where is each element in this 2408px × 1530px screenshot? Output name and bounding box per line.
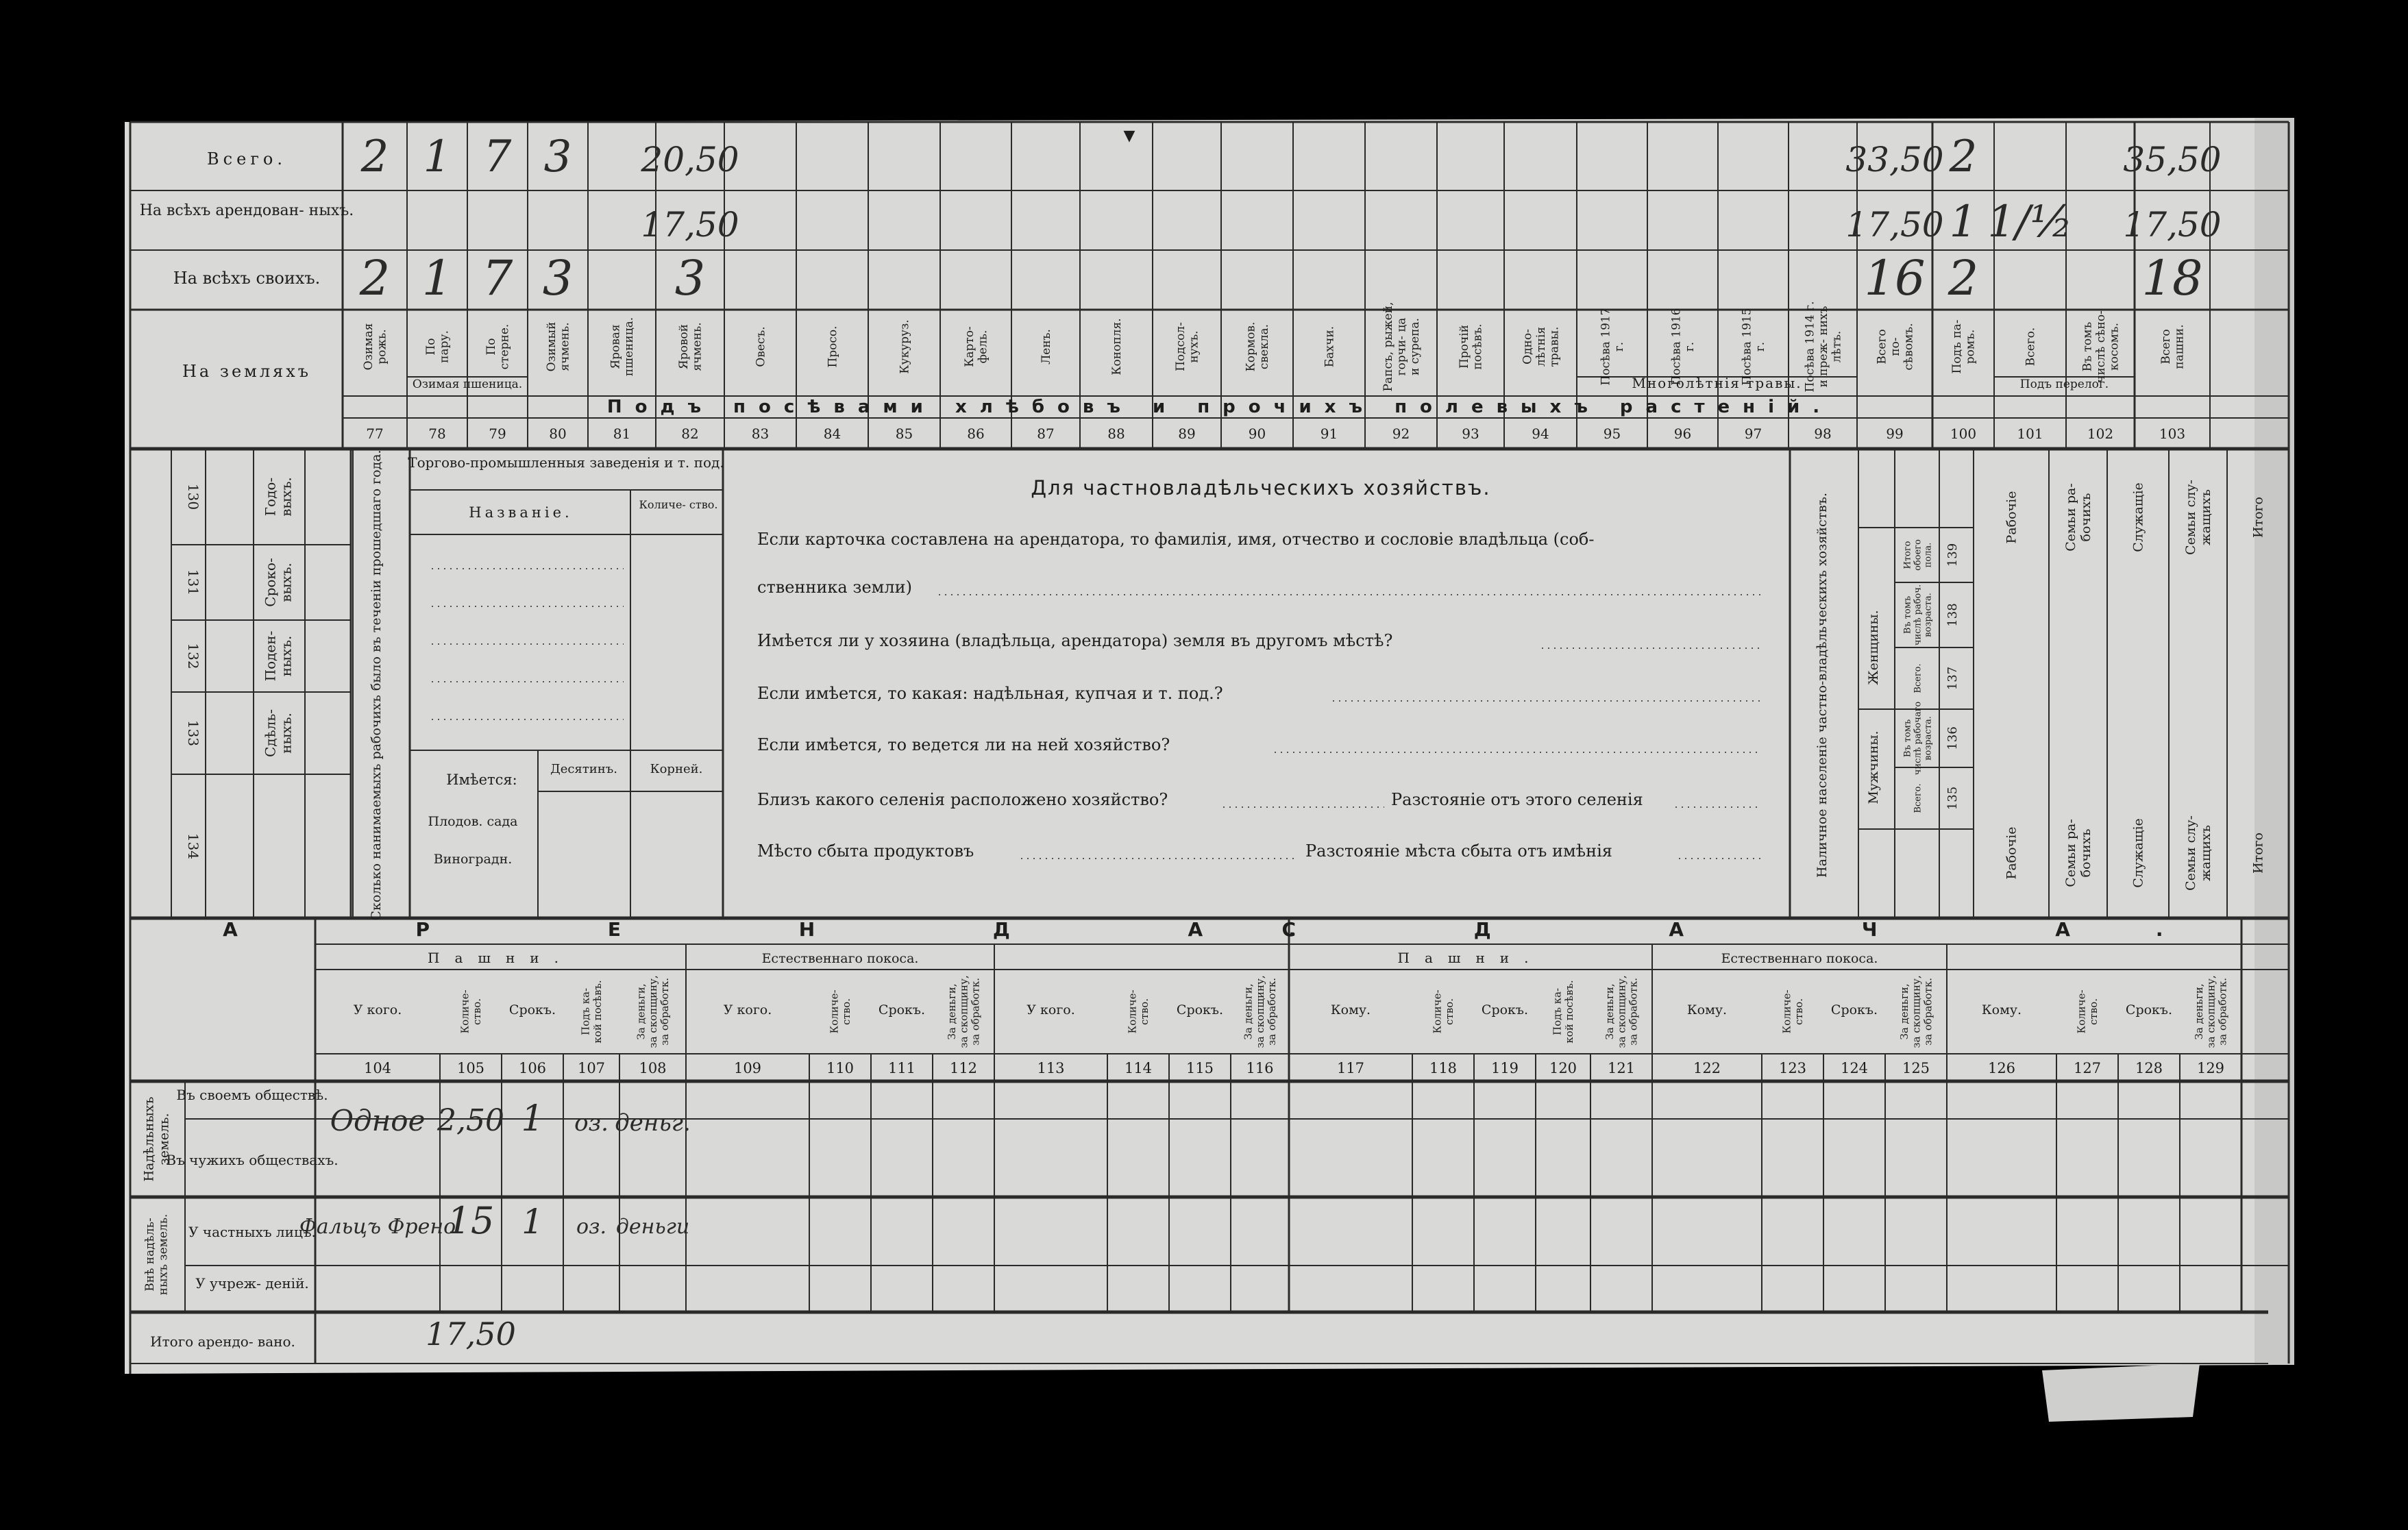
arenda-header-4: Подъ ка-кой посѣвъ. — [579, 980, 604, 1044]
right-col-bottom-4: Семьи слу-жащихъ — [2183, 815, 2214, 891]
bottom-col-number-111: 111 — [887, 1060, 916, 1076]
crop-header-14: Кормов.свекла. — [1244, 321, 1272, 372]
question-2: Имѣется ли у хозяина (владѣльца, арендатора) земля въ другомъ мѣстѣ? — [757, 631, 1393, 650]
bottom-col-number-122: 122 — [1693, 1060, 1721, 1076]
arenda-header-10: У кого. — [1027, 1002, 1075, 1017]
col-number-77: 77 — [366, 425, 384, 442]
row-label-rented: На всѣхъ арендован- ныхъ. — [139, 202, 354, 219]
question-4: Если имѣется, то ведется ли на ней хозяйство? — [757, 735, 1170, 754]
crop-header-16: Рапсъ, рыжей,горчи- цаи сурепа. — [1381, 301, 1422, 392]
pop-label-137: Всего. — [1913, 663, 1924, 693]
col-number-94: 94 — [1532, 425, 1549, 442]
pop-women: Женщины. — [1866, 610, 1881, 685]
sdacha-header-2: Количе-ство. — [1431, 989, 1455, 1034]
bottom-col-number-114: 114 — [1124, 1060, 1153, 1076]
bottom-col-number-107: 107 — [577, 1060, 606, 1076]
col-number-82: 82 — [681, 425, 699, 442]
col-number-101: 101 — [2017, 425, 2043, 442]
total-rented-label: Итого арендо- вано. — [150, 1333, 295, 1350]
sdacha-header-6: Кому. — [1686, 1002, 1728, 1017]
crop-header-3: Постерне. — [484, 323, 512, 370]
bottom-col-number-108: 108 — [639, 1060, 667, 1076]
vne-label: Внѣ надѣль-ныхъ земель. — [143, 1213, 171, 1296]
crop-header-7: Овесъ. — [754, 326, 768, 367]
pop-men: Мужчины. — [1866, 730, 1881, 804]
col-number-80: 80 — [549, 425, 567, 442]
crop-header-25: Всего. — [2024, 327, 2038, 367]
col-number-87: 87 — [1037, 425, 1055, 442]
col-number-86: 86 — [967, 425, 985, 442]
worker-num-132: 132 — [185, 643, 201, 669]
bottom-col-number-121: 121 — [1607, 1060, 1636, 1076]
hand-own-society-2: 2,50 — [437, 1103, 504, 1138]
hand-value-r1-col78: 1 — [423, 132, 452, 182]
bottom-col-number-110: 110 — [826, 1060, 855, 1076]
bottom-col-number-106: 106 — [518, 1060, 547, 1076]
hand-value-r1-col100: 2 — [1949, 132, 1978, 182]
crop-header-11: Ленъ. — [1039, 329, 1053, 365]
population-label: Наличное населеніе частно-владѣльческихъ хозяйствъ. — [1815, 493, 1830, 878]
col-number-102: 102 — [2087, 425, 2114, 442]
question-1a: Если карточка составлена на арендатора, то фамилія, имя, отчество и сословіе владѣльца (соб- — [757, 530, 1595, 549]
arenda-pokos: Естественнаго покоса. — [761, 951, 919, 966]
crop-header-18: Одно-лѣтніятравы. — [1521, 326, 1562, 367]
question-3: Если имѣется, то какая: надѣльная, купчая и т. под.? — [757, 684, 1223, 703]
hand-total: 17,50 — [426, 1316, 516, 1353]
question-6a: Мѣсто сбыта продуктовъ — [757, 841, 974, 861]
bottom-col-number-126: 126 — [1987, 1060, 2016, 1076]
sdacha-header-13: За деньги,за скопщину,за обработк. — [2193, 975, 2229, 1048]
worker-label-131: Сроко-выхъ. — [262, 558, 295, 607]
has-col-desyatin: Десятинъ. — [550, 762, 617, 776]
row-label-institution: У учреж- деній. — [195, 1275, 309, 1292]
hand-private-2: 15 — [447, 1199, 495, 1242]
question-5a: Близъ какого селенія расположено хозяйство? — [757, 790, 1168, 809]
bottom-col-number-116: 116 — [1246, 1060, 1274, 1076]
worker-label-132: Поден-ныхъ. — [262, 630, 295, 682]
crop-header-24: Подъ па-ромъ. — [1950, 319, 1978, 374]
crop-header-10: Карто-фель. — [963, 326, 990, 367]
trade-name-header: Названіе. — [469, 504, 573, 521]
bottom-col-number-127: 127 — [2073, 1060, 2102, 1076]
nadel-label: Надѣльныхъземель. — [141, 1096, 172, 1182]
bottom-col-number-124: 124 — [1840, 1060, 1869, 1076]
right-col-top-2: Семьи ра-бочихъ — [2063, 483, 2094, 552]
has-row-garden: Плодов. сада — [428, 814, 518, 829]
arenda-header-3: Срокъ. — [508, 1002, 556, 1017]
crop-header-20: Посѣва 1916г. — [1669, 308, 1697, 386]
ozimaya-pshenitsa-caption: Озимая пшеница. — [412, 378, 523, 391]
col-number-92: 92 — [1392, 425, 1410, 442]
row-label-private: У частныхъ лицъ. — [188, 1224, 316, 1240]
bottom-col-number-128: 128 — [2135, 1060, 2163, 1076]
sdacha-pashni: Пашни. — [1397, 950, 1544, 966]
col-number-89: 89 — [1178, 425, 1196, 442]
arenda-header-12: Срокъ. — [1176, 1002, 1224, 1017]
crop-header-8: Просо. — [826, 325, 840, 368]
hand-own-society-1: Одное — [330, 1104, 426, 1137]
crop-header-13: Подсол-нухъ. — [1174, 322, 1201, 371]
trade-qty-header: Количе- ство. — [639, 498, 718, 511]
bottom-col-number-104: 104 — [363, 1060, 392, 1076]
worker-label-130: Годо-выхъ. — [262, 477, 295, 517]
row-label-other-society: Въ чужихъ обществахъ. — [166, 1152, 339, 1168]
worker-num-134: 134 — [185, 832, 201, 860]
hand-value-r3-col80: 3 — [542, 250, 574, 306]
crop-header-6: Яровойячмень. — [677, 322, 704, 371]
arenda-header-2: Количе-ство. — [458, 989, 483, 1034]
crop-header-17: Прочійпосѣвъ. — [1458, 323, 1485, 370]
hand-value-r2-col103: 17,50 — [2123, 205, 2222, 245]
right-col-top-5: Итого — [2250, 497, 2266, 538]
crop-banner: Подъ посѣвами хлѣбовъ и прочихъ полевыхъ растеній. — [606, 397, 1833, 417]
hand-value-r3-col99: 16 — [1864, 250, 1926, 306]
col-number-78: 78 — [428, 425, 446, 442]
sdacha-header-3: Срокъ. — [1481, 1002, 1529, 1017]
has-col-kornei: Корней. — [650, 762, 703, 776]
hand-value-r3-col77: 2 — [359, 250, 391, 306]
sdacha-header-7: Количе-ство. — [1780, 989, 1805, 1034]
worker-num-133: 133 — [185, 719, 201, 747]
pod-perelogom-caption: Подъ перелог. — [2019, 378, 2109, 391]
arenda-header-11: Количе-ство. — [1126, 989, 1151, 1034]
sdacha-header-1: Кому. — [1330, 1002, 1371, 1017]
bottom-col-number-119: 119 — [1490, 1060, 1519, 1076]
right-col-top-1: Рабочіе — [2004, 491, 2019, 544]
question-6b: Разстояніе мѣста сбыта отъ имѣнія — [1305, 841, 1612, 861]
sdacha-header-10: Кому. — [1981, 1002, 2022, 1017]
hand-private-4: оз. — [576, 1215, 606, 1239]
arenda-header-7: Количе-ство. — [828, 989, 852, 1034]
hand-value-r3-col82: 3 — [674, 250, 706, 306]
sdacha-header-8: Срокъ. — [1830, 1002, 1878, 1017]
crop-header-5: Яроваяпшеница. — [609, 317, 637, 377]
right-col-bottom-1: Рабочіе — [2004, 826, 2019, 880]
bottom-col-number-117: 117 — [1336, 1060, 1365, 1076]
hand-own-society-4: оз. — [574, 1109, 609, 1137]
crop-header-22: Посѣва 1914 г.и преж- нихълѣтъ. — [1803, 301, 1844, 393]
pop-label-135: Всего. — [1913, 783, 1924, 813]
sdacha-header-11: Количе-ство. — [2075, 989, 2100, 1034]
col-number-97: 97 — [1744, 425, 1762, 442]
mnogoletnie-caption: Многолѣтнія травы. — [1632, 375, 1802, 391]
arenda-header-6: У кого. — [723, 1002, 772, 1017]
workers-caption: Сколько нанимаемыхъ рабочихъ было въ теченіи прошедшаго года. — [369, 449, 384, 921]
col-number-88: 88 — [1107, 425, 1125, 442]
right-col-top-3: Служащіе — [2130, 482, 2146, 552]
hand-private-5: деньги — [615, 1215, 690, 1239]
hand-value-r2-col101: 1/½ — [1987, 197, 2073, 247]
pop-num-139: 139 — [1945, 543, 1960, 567]
hand-own-society-3: 1 — [521, 1098, 544, 1139]
bottom-col-number-112: 112 — [949, 1060, 978, 1076]
row-label-total: Всего. — [207, 149, 286, 169]
crop-header-4: Озимыйячмень. — [545, 321, 572, 372]
land-label: На земляхъ — [182, 362, 312, 381]
crop-header-19: Посѣва 1917г. — [1599, 308, 1627, 386]
col-number-99: 99 — [1886, 425, 1904, 442]
crop-header-21: Посѣва 1915г. — [1740, 308, 1768, 386]
col-number-79: 79 — [489, 425, 506, 442]
col-number-95: 95 — [1603, 425, 1621, 442]
pop-num-135: 135 — [1945, 786, 1960, 811]
hand-value-r1-col82: 20,50 — [641, 140, 739, 180]
crop-header-27: Всегопашни. — [2159, 324, 2187, 369]
pop-num-138: 138 — [1945, 603, 1960, 627]
arenda-pashni: Пашни. — [428, 950, 574, 966]
hand-value-r3-col103: 18 — [2141, 250, 2203, 306]
worker-num-131: 131 — [185, 569, 201, 596]
row-label-own: На всѣхъ своихъ. — [173, 269, 321, 288]
has-row-vineyard: Виноградн. — [433, 852, 513, 867]
sdacha-header-4: Подъ ка-кой посѣвъ. — [1551, 980, 1575, 1044]
crop-header-9: Кукуруз. — [898, 319, 912, 374]
question-1b: ственника земли) — [757, 578, 912, 597]
pop-label-138: Въ томъчислѣ рабоч.возраста. — [1902, 584, 1934, 646]
crop-header-15: Бахчи. — [1323, 325, 1337, 368]
hand-private-1: Фальцъ Френо — [299, 1215, 456, 1239]
crop-header-26: Въ томъчислѣ сѣно-косомъ. — [2080, 310, 2122, 383]
hand-value-r1-col79: 7 — [483, 132, 512, 182]
bottom-col-number-120: 120 — [1549, 1060, 1577, 1076]
pop-label-139: Итогообоегопола. — [1902, 539, 1934, 571]
crop-header-2: Попару. — [424, 330, 452, 363]
arenda-header-1: У кого. — [353, 1002, 402, 1017]
sdacha-heading: С Д А Ч А. — [1281, 918, 2249, 941]
bottom-col-number-118: 118 — [1429, 1060, 1458, 1076]
col-number-85: 85 — [895, 425, 913, 442]
has-label: Имѣется: — [446, 772, 517, 788]
sdacha-header-5: За деньги,за скопщину,за обработк. — [1604, 975, 1640, 1048]
hand-value-r1-col77: 2 — [360, 132, 389, 182]
col-number-93: 93 — [1462, 425, 1479, 442]
arenda-header-13: За деньги,за скопщину,за обработк. — [1242, 975, 1278, 1048]
sdacha-pokos: Естественнаго покоса. — [1721, 951, 1878, 966]
right-col-bottom-3: Служащіе — [2130, 818, 2146, 888]
arenda-heading: А Р Е Н Д А. — [223, 918, 1381, 941]
pop-num-136: 136 — [1945, 726, 1960, 750]
hand-value-r1-col99: 33,50 — [1845, 140, 1944, 180]
worker-num-130: 130 — [185, 483, 201, 510]
right-col-top-4: Семьи слу-жащихъ — [2183, 480, 2214, 555]
hand-private-3: 1 — [521, 1202, 543, 1242]
hand-value-r2-col82: 17,50 — [641, 205, 739, 245]
hand-value-r3-col79: 7 — [482, 250, 513, 306]
crop-header-1: Озимаярожь. — [362, 323, 389, 371]
hand-value-r3-col78: 1 — [421, 250, 453, 306]
worker-label-133: Сдѣль-ныхъ. — [262, 708, 295, 758]
col-number-90: 90 — [1248, 425, 1266, 442]
bottom-col-number-105: 105 — [456, 1060, 485, 1076]
right-col-bottom-2: Семьи ра-бочихъ — [2063, 819, 2094, 887]
private-title: Для частновладѣльческихъ хозяйствъ. — [1031, 476, 1491, 499]
hand-own-society-5: деньг. — [615, 1109, 691, 1137]
col-number-81: 81 — [613, 425, 631, 442]
col-number-83: 83 — [751, 425, 770, 442]
arenda-header-8: Срокъ. — [878, 1002, 926, 1017]
hand-value-r2-col100: 1 — [1949, 197, 1978, 247]
col-number-96: 96 — [1673, 425, 1692, 442]
arenda-header-9: За деньги,за скопщину,за обработк. — [946, 975, 982, 1048]
hand-value-r2-col99: 17,50 — [1845, 205, 1944, 245]
crop-header-23: Всегопо-сѣвомъ. — [1875, 323, 1916, 371]
bottom-col-number-129: 129 — [2196, 1060, 2225, 1076]
right-col-bottom-5: Итого — [2250, 832, 2266, 874]
col-number-84: 84 — [823, 425, 841, 442]
crop-mark: ▼ — [1123, 127, 1135, 145]
col-number-103: 103 — [2159, 425, 2186, 442]
pop-label-136: Въ томъчислѣ рабочаговозраста. — [1902, 701, 1934, 776]
bottom-col-number-123: 123 — [1778, 1060, 1807, 1076]
col-number-98: 98 — [1814, 425, 1832, 442]
arenda-header-5: За деньги,за скопщину,за обработк. — [635, 975, 671, 1048]
pop-num-137: 137 — [1945, 666, 1960, 691]
trade-title: Торгово-промышленныя заведенія и т. под. — [408, 454, 724, 471]
hand-value-r1-col80: 3 — [543, 132, 572, 182]
bottom-col-number-109: 109 — [733, 1060, 762, 1076]
question-5b: Разстояніе отъ этого селенія — [1391, 790, 1643, 809]
sdacha-header-12: Срокъ. — [2125, 1002, 2173, 1017]
hand-value-r1-col103: 35,50 — [2123, 140, 2222, 180]
col-number-91: 91 — [1320, 425, 1338, 442]
bottom-col-number-113: 113 — [1037, 1060, 1065, 1076]
bottom-col-number-125: 125 — [1902, 1060, 1930, 1076]
col-number-100: 100 — [1950, 425, 1977, 442]
crop-header-12: Конопля. — [1109, 318, 1124, 375]
hand-value-r3-col100: 2 — [1948, 250, 1979, 306]
bottom-col-number-115: 115 — [1185, 1060, 1214, 1076]
sdacha-header-9: За деньги,за скопщину,за обработк. — [1898, 975, 1934, 1048]
row-label-own-society: Въ своемъ обществѣ. — [176, 1087, 328, 1103]
